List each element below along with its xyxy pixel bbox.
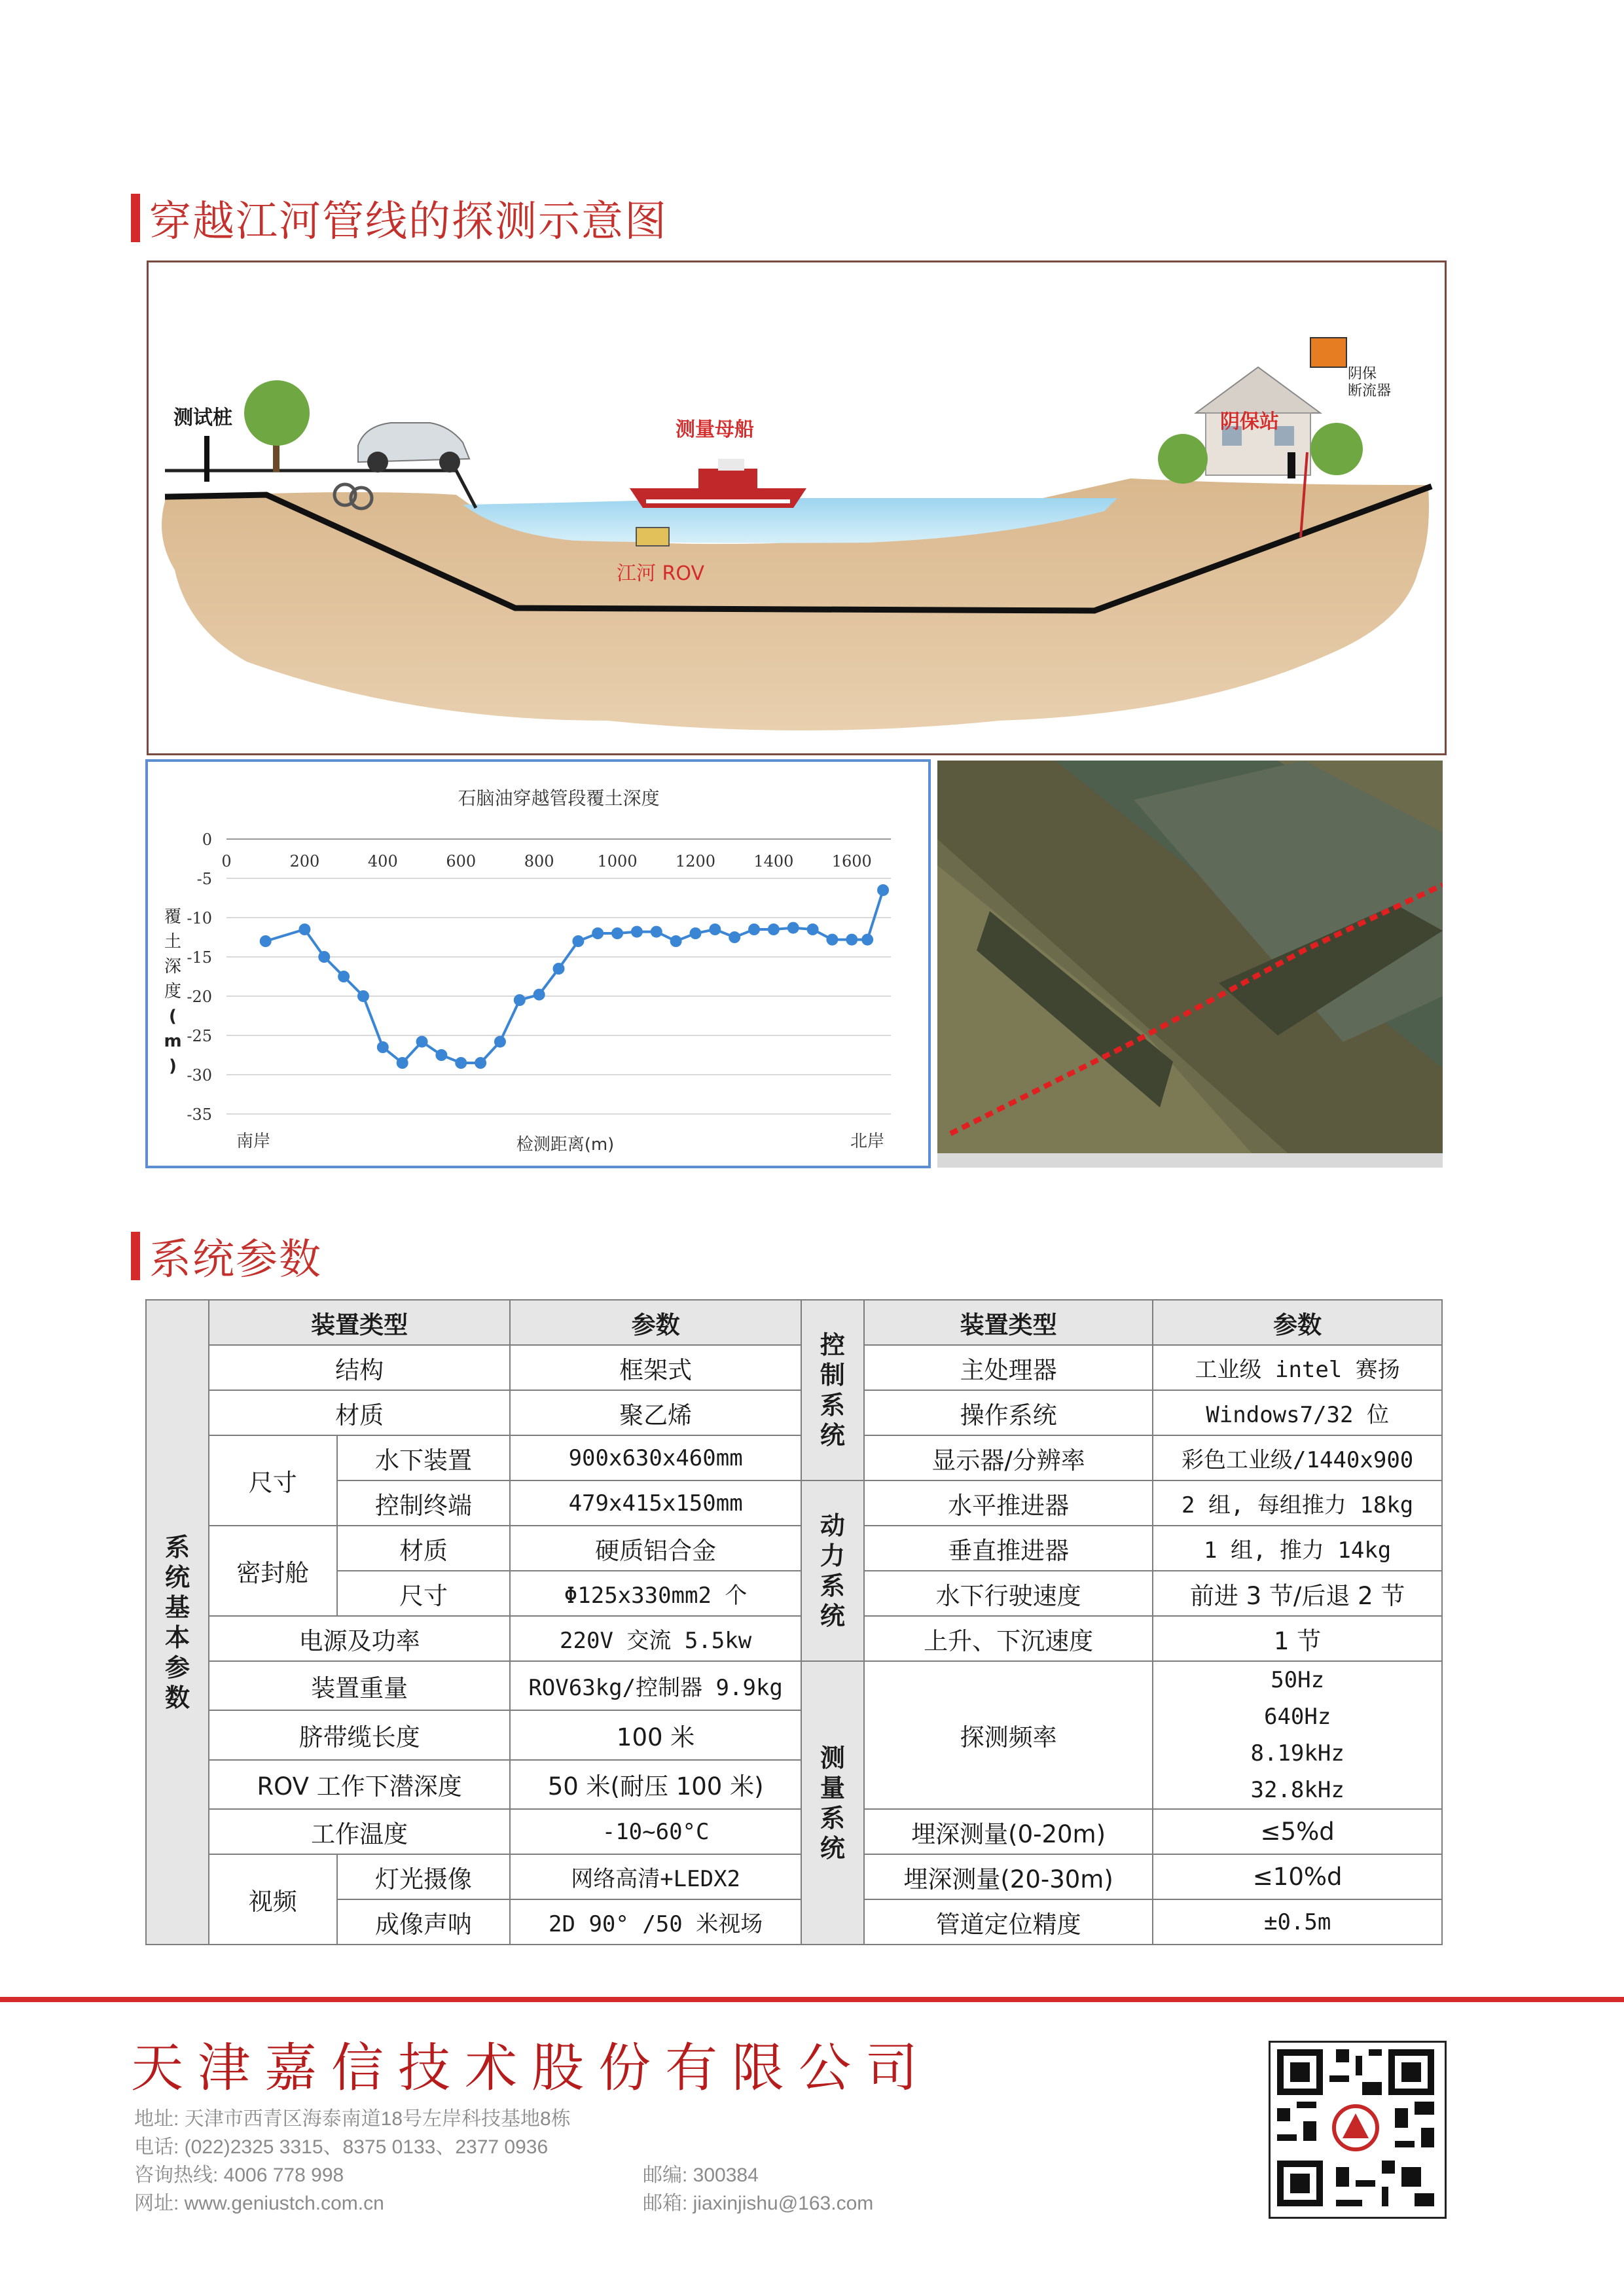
y-tick-label: -30 [187,1066,212,1085]
left-bank-label: 南岸 [236,1132,271,1151]
qr-code-icon [1269,2041,1447,2219]
company-name: 天津嘉信技术股份有限公司 [131,2037,932,2098]
temp-label: 工作温度 [209,1809,510,1854]
video-sonar-label: 成像声呐 [337,1899,511,1945]
section-title-text: 系统参数 [149,1236,322,1284]
cpu-value: 工业级 intel 赛扬 [1153,1345,1442,1390]
weight-value: ROV63kg/控制器 9.9kg [510,1661,801,1710]
burial1-label: 埋深测量(0-20m) [864,1809,1153,1854]
cabin-size-label: 尺寸 [337,1571,511,1616]
video-label: 视频 [209,1854,337,1945]
x-tick-label: 1200 [675,852,716,870]
tree-right-1 [1158,434,1208,484]
instrument-case-icon [1310,338,1346,367]
burial1-value: ≤5%d [1153,1809,1442,1854]
temp-value: -10~60°C [510,1809,801,1854]
data-point [494,1036,506,1048]
freq-value: 50Hz [1271,1667,1325,1693]
cp-station-box [1288,452,1295,478]
label-river-rov: 江河 ROV [617,562,704,585]
y-tick-label: -25 [187,1027,212,1045]
group-measure: 测量系统 [801,1661,864,1945]
weight-label: 装置重量 [209,1661,510,1710]
data-point [318,951,330,963]
header-param-left: 参数 [510,1300,801,1345]
hthruster-value: 2 组, 每组推力 18kg [1153,1480,1442,1526]
video-camera-label: 灯光摄像 [337,1854,511,1899]
rov-illustration [636,528,669,546]
freq-values [1153,1661,1442,1809]
structure-label: 结构 [209,1345,510,1390]
locate-label: 管道定位精度 [864,1899,1153,1945]
data-point [807,924,819,935]
diagram-illustration [149,262,1445,753]
speed-label: 水下行驶速度 [864,1571,1153,1616]
y-axis-label-char: ( [169,1007,177,1026]
burial-depth-chart [145,759,931,1168]
test-pile-marker [204,436,209,482]
cabin-material-label: 材质 [337,1526,511,1571]
data-point [651,926,662,938]
x-tick-label: 1600 [831,852,872,870]
series-line [266,890,883,1063]
y-tick-label: 0 [202,831,212,849]
header-type-right: 装置类型 [864,1300,1153,1345]
satellite-illustration [937,761,1443,1168]
x-tick-label: 0 [221,852,232,870]
section-title-diagram [131,188,668,248]
y-tick-label: -10 [187,909,212,927]
size-underwater-value: 900x630x460mm [510,1435,801,1480]
y-axis-label-char: ) [169,1056,177,1076]
y-tick-label: -20 [187,988,212,1006]
hthruster-label: 水平推进器 [864,1480,1153,1526]
header-type-left: 装置类型 [209,1300,510,1345]
header-param-right: 参数 [1153,1300,1442,1345]
os-value: Windows7/32 位 [1153,1390,1442,1435]
material-label: 材质 [209,1390,510,1435]
display-label: 显示器/分辨率 [864,1435,1153,1480]
group-basic: 系统基本参数 [146,1300,209,1945]
car-illustration [358,423,469,473]
data-point [826,934,838,946]
river-crossing-diagram [147,260,1447,755]
data-point [748,924,760,935]
burial2-label: 埋深测量(20-30m) [864,1854,1153,1899]
cabin-material-value: 硬质铝合金 [510,1526,801,1571]
y-axis-label-char: 土 [164,932,182,952]
structure-value: 框架式 [510,1345,801,1390]
updown-value: 1 节 [1153,1616,1442,1661]
data-point [877,884,889,896]
vthruster-value: 1 组, 推力 14kg [1153,1526,1442,1571]
burial2-value: ≤10%d [1153,1854,1442,1899]
data-point [611,927,623,939]
cpu-label: 主处理器 [864,1345,1153,1390]
footer-postcode: 邮编: 300384 [643,2164,759,2186]
data-point [397,1057,408,1069]
right-bank-label: 北岸 [850,1132,884,1151]
x-tick-label: 400 [367,852,398,870]
cabin-size-value: Φ125x330mm2 个 [510,1571,801,1616]
x-tick-label: 200 [289,852,320,870]
label-cp-station: 阴保站 [1220,410,1279,433]
y-axis-label-char: 深 [164,957,182,977]
y-tick-label: -35 [187,1105,212,1124]
video-camera-value: 网络高清+LEDX2 [510,1854,801,1899]
data-point [260,935,272,947]
data-point [709,924,721,935]
data-point [631,926,643,938]
x-tick-label: 800 [524,852,554,870]
freq-value: 8.19kHz [1250,1740,1344,1767]
freq-value: 32.8kHz [1250,1777,1344,1803]
data-point [861,934,873,946]
locate-value: ±0.5m [1153,1899,1442,1945]
data-point [670,935,682,947]
system-parameters-table [145,1299,1443,1945]
depth-label: ROV 工作下潜深度 [209,1760,510,1809]
footer-website[interactable]: 网址: www.geniustch.com.cn [134,2193,384,2214]
size-label: 尺寸 [209,1435,337,1526]
data-point [475,1057,486,1069]
size-terminal-label: 控制终端 [337,1480,511,1526]
data-point [846,934,857,946]
tree-left [244,380,310,446]
footer-phone: 电话: (022)2325 3315、8375 0133、2377 0936 [134,2136,549,2158]
data-point [514,994,526,1006]
power-value: 220V 交流 5.5kw [510,1616,801,1661]
data-point [592,927,604,939]
x-axis-label: 检测距离(m) [516,1135,615,1155]
data-point [729,931,740,943]
y-axis-label-char: m [164,1031,182,1051]
display-value: 彩色工业级/1440x900 [1153,1435,1442,1480]
cable-label: 脐带缆长度 [209,1710,510,1759]
x-tick-label: 600 [446,852,477,870]
data-point [455,1057,467,1069]
label-cp-breaker: 阴保 断流器 [1348,366,1392,399]
title-accent-bar [131,1232,140,1280]
group-control: 控制系统 [801,1300,864,1480]
size-terminal-value: 479x415x150mm [510,1480,801,1526]
satellite-image [937,761,1443,1168]
os-label: 操作系统 [864,1390,1153,1435]
chart-svg [148,762,928,1166]
section-title-text: 穿越江河管线的探测示意图 [149,198,668,246]
power-label: 电源及功率 [209,1616,510,1661]
freq-label: 探测频率 [864,1661,1153,1809]
data-point [357,990,369,1002]
data-point [787,922,799,934]
label-survey-ship: 测量母船 [676,418,754,441]
label-test-pile: 测试桩 [173,406,232,429]
cabin-label: 密封舱 [209,1526,337,1616]
x-tick-label: 1400 [753,852,794,870]
updown-label: 上升、下沉速度 [864,1616,1153,1661]
chart-title: 石脑油穿越管段覆土深度 [458,787,660,809]
cable-value: 100 米 [510,1710,801,1759]
footer-email[interactable]: 邮箱: jiaxinjishu@163.com [643,2193,874,2214]
data-point [416,1036,428,1048]
size-underwater-label: 水下装置 [337,1435,511,1480]
group-power: 动力系统 [801,1480,864,1661]
data-point [689,927,701,939]
title-accent-bar [131,194,140,242]
data-point [435,1049,447,1061]
survey-ship-illustration [630,459,806,508]
material-value: 聚乙烯 [510,1390,801,1435]
y-tick-label: -15 [187,948,212,967]
data-point [338,971,350,982]
tree-right-2 [1310,423,1363,475]
vthruster-label: 垂直推进器 [864,1526,1153,1571]
footer-divider [0,1997,1624,2002]
x-tick-label: 1000 [597,852,638,870]
video-sonar-value: 2D 90° /50 米视场 [510,1899,801,1945]
y-tick-label: -5 [196,870,212,888]
data-point [298,924,310,935]
footer-address: 地址: 天津市西青区海泰南道18号左岸科技基地8栋 [134,2108,571,2130]
y-axis-label-char: 度 [164,982,182,1001]
data-point [377,1041,389,1053]
data-point [768,924,780,935]
depth-value: 50 米(耐压 100 米) [510,1760,801,1809]
y-axis-label-char: 覆 [164,907,182,927]
data-point [572,935,584,947]
section-title-params [131,1226,322,1286]
data-point [533,989,545,1001]
freq-value: 640Hz [1263,1704,1331,1730]
data-point [553,963,565,975]
speed-value: 前进 3 节/后退 2 节 [1153,1571,1442,1616]
footer-hotline: 咨询热线: 4006 778 998 [134,2164,344,2186]
